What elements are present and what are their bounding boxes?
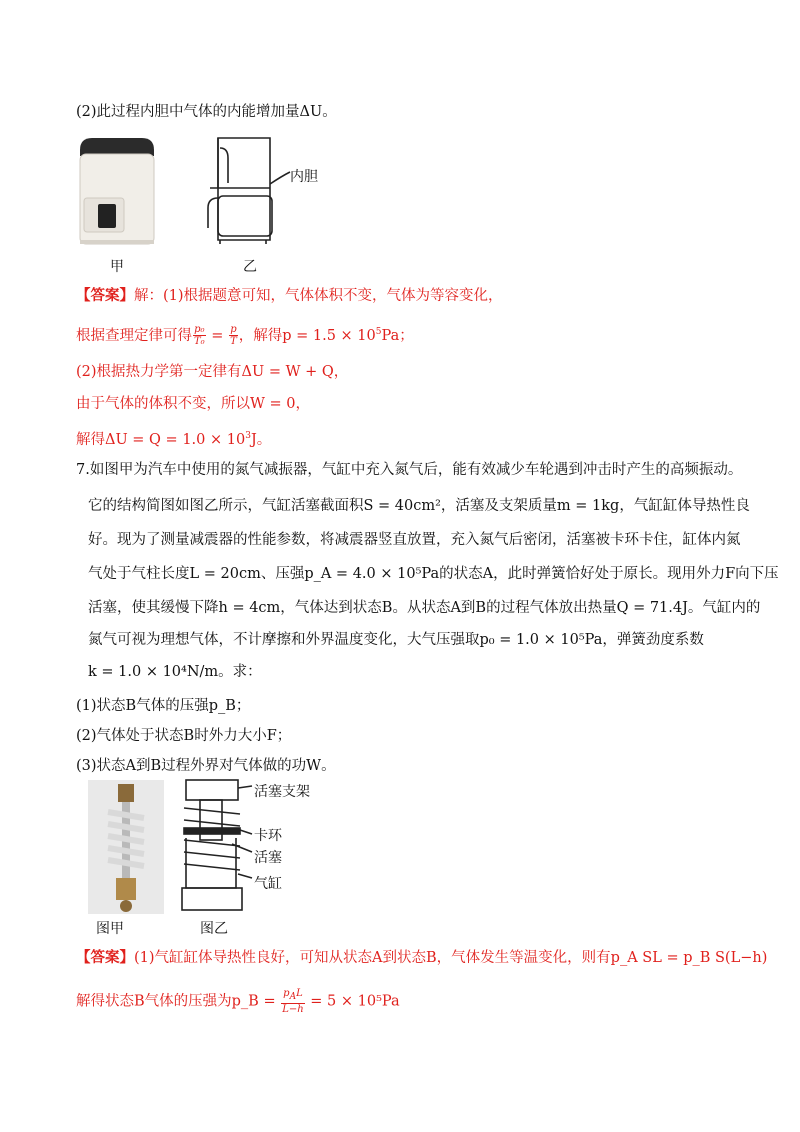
- q7-part2: (2)气体处于状态B时外力大小F；: [76, 728, 292, 744]
- q6-part2: (2)此过程内胆中气体的内能增加量ΔU。: [76, 104, 337, 120]
- answer6-line5: 解得$\Delta U = Q = 1.0 \times 10^3J$。: [76, 431, 272, 448]
- answer7-line2: 解得状态B气体的压强为p_B = $\frac{p_AL}{L-h}$ = 5 × 10⁵Pa: [76, 988, 400, 1015]
- q7-part3: (3)状态A到B过程外界对气体做的功W。: [76, 758, 336, 774]
- answer7-line1: 【答案】(1)气缸缸体导热性良好，可知从状态A到状态B，气体发生等温变化，则有p_A SL = p_B S(L−h): [76, 949, 768, 966]
- q7-line2: 它的结构简图如图乙所示，气缸活塞截面积S = 40cm²，活塞及支架质量m = 1kg，气缸缸体导热性良: [88, 498, 750, 514]
- fig2-callout-piston: 活塞: [254, 850, 282, 866]
- answer6-line4: 由于气体的体积不变，所以W = 0，: [76, 396, 310, 412]
- answer6-line2: 根据查理定律可得 $\frac{\text{p₀}}{\text{T₀}}$ = $\frac{p}{T}$ ，解得$p = 1.5 \times 10^5Pa$；: [76, 324, 414, 348]
- fraction-p-T: $\frac{p}{T}$: [230, 324, 237, 348]
- fig2-callout-snap-ring: 卡环: [254, 828, 282, 844]
- shock-absorber-photo: [88, 780, 164, 914]
- q7-line1: 7.如图甲为汽车中使用的氮气减振器，气缸中充入氮气后，能有效减少车轮遇到冲击时产生的高频振动。: [76, 462, 743, 478]
- fig2-label-jia: 图甲: [96, 921, 124, 937]
- air-fryer-figure: [70, 128, 330, 258]
- q7-line6: 氮气可视为理想气体，不计摩擦和外界温度变化，大气压强取p₀ = 1.0 × 10⁵Pa，弹簧劲度系数: [88, 632, 704, 648]
- fig2-callout-piston-bracket: 活塞支架: [254, 784, 310, 800]
- fig2-label-yi: 图乙: [200, 921, 228, 937]
- answer6-line3: (2)根据热力学第一定律有ΔU = W + Q，: [76, 364, 349, 380]
- q7-part1: (1)状态B气体的压强p_B；: [76, 698, 251, 714]
- fraction-pAL-over-L-minus-h: $\frac{p_AL}{L-h}$: [282, 988, 304, 1015]
- inner-pot-outline: [208, 138, 290, 244]
- q7-line7: k = 1.0 × 10⁴N/m。求：: [88, 664, 262, 680]
- fraction-p0-T0: $\frac{\text{p₀}}{\text{T₀}}$: [194, 324, 205, 348]
- q7-line5: 活塞，使其缓慢下降h = 4cm，气体达到状态B。从状态A到B的过程气体放出热量Q = 71.4J。气缸内的: [88, 600, 761, 616]
- shock-absorber-diagram: [182, 780, 252, 910]
- q7-line3: 好。现为了测量减震器的性能参数，将减震器竖直放置，充入氮气后密闭，活塞被卡环卡住，缸体内氮: [88, 532, 741, 548]
- q7-line4: 气处于气柱长度L = 20cm、压强p_A = 4.0 × 10⁵Pa的状态A，此时弹簧恰好处于原长。现用外力F向下压: [88, 566, 779, 582]
- fig2-callout-cylinder: 气缸: [254, 876, 282, 892]
- air-fryer-photo: [80, 138, 154, 244]
- fig1-label-yi: 乙: [243, 259, 257, 275]
- fig1-label-jia: 甲: [110, 259, 124, 275]
- answer6-line1: 【答案】解：(1)根据题意可知，气体体积不变，气体为等容变化，: [76, 287, 503, 304]
- fig1-callout-inner-pot: 内胆: [290, 169, 318, 185]
